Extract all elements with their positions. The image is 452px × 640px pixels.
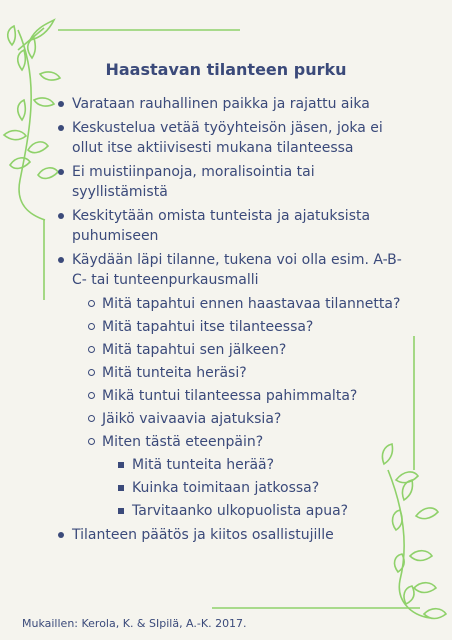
list-item: Keskitytään omista tunteista ja ajatuksista puhumiseen [58,206,404,246]
list-item [58,250,404,521]
question-item: Mitä tapahtui sen jälkeen? [88,340,404,360]
followup-item: Kuinka toimitaan jatkossa? [118,478,404,498]
question-item: Mitä tapahtui itse tilanteessa? [88,317,404,337]
source-citation: Mukaillen: Kerola, K. & SIpilä, A.-K. 2017. [22,617,247,630]
question-item: Mitä tapahtui ennen haastavaa tilannetta? [88,294,404,314]
question-item [88,432,404,521]
list-item-text: Käydään läpi tilanne, tukena voi olla esim. A-B-C- tai tunteenpurkausmalli [72,252,402,288]
list-item: Keskustelua vetää työyhteisön jäsen, joka ei ollut itse aktiivisesti mukana tilanteessa [58,118,404,158]
list-item: Tilanteen päätös ja kiitos osallistujille [58,525,404,545]
list-item: Varataan rauhallinen paikka ja rajattu aika [58,94,404,114]
followup-list [118,455,404,521]
page-title: Haastavan tilanteen purku [105,60,347,79]
question-item: Jäikö vaivaavia ajatuksia? [88,409,404,429]
followup-item: Mitä tunteita herää? [118,455,404,475]
question-item-text: Miten tästä eteenpäin? [102,434,264,450]
followup-item: Tarvitaanko ulkopuolista apua? [118,501,404,521]
question-item: Mitä tunteita heräsi? [88,363,404,383]
list-item: Ei muistiinpanoja, moralisointia tai syyllistämistä [58,162,404,202]
main-bullet-list [58,94,404,549]
question-list [88,294,404,521]
question-item: Mikä tuntui tilanteessa pahimmalta? [88,386,404,406]
